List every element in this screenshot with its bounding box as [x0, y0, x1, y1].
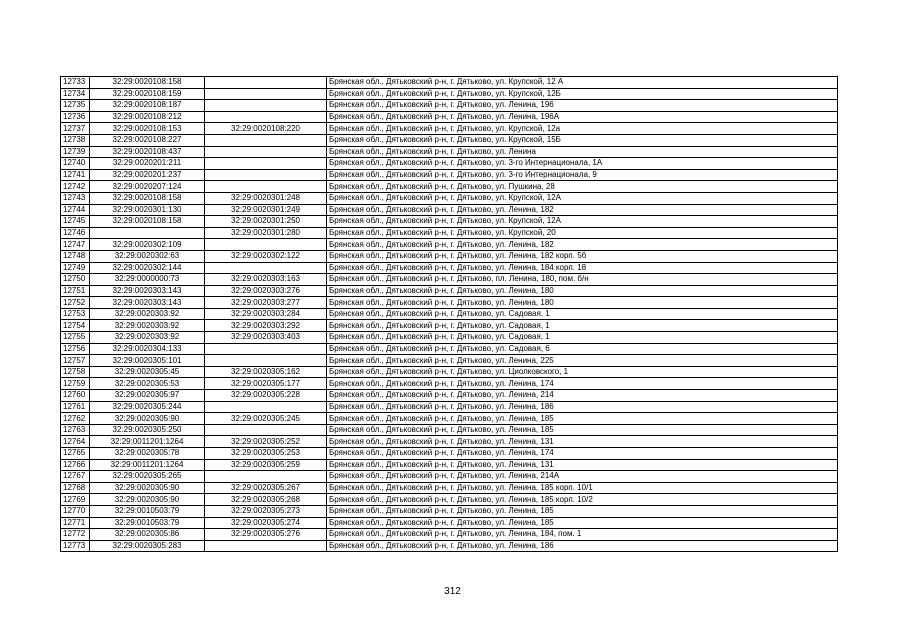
- cadastral-number-cell: 32:29:0020201:237: [90, 169, 205, 181]
- cadastral-number-cell: 32:29:0020303:143: [90, 285, 205, 297]
- cadastral-number-cell: 32:29:0020305:78: [90, 448, 205, 460]
- cadastral-number-cell: 32:29:0020201:211: [90, 158, 205, 170]
- object-cadastral-number-cell: [205, 169, 327, 181]
- object-cadastral-number-cell: 32:29:0020305:228: [205, 390, 327, 402]
- registry-table: [60, 76, 838, 552]
- object-cadastral-number-cell: 32:29:0020305:253: [205, 448, 327, 460]
- page-number: 312: [444, 586, 461, 597]
- cadastral-number-cell: 32:29:0011201:1264: [90, 436, 205, 448]
- object-cadastral-number-cell: 32:29:0020305:267: [205, 482, 327, 494]
- table-row: [61, 355, 838, 367]
- row-number-cell: 12748: [61, 250, 90, 262]
- address-cell: Брянская обл., Дятьковский р-н, г. Дятьково, ул. Ленина, 185 корп. 10/2: [327, 494, 838, 506]
- row-number-cell: 12757: [61, 355, 90, 367]
- address-cell: Брянская обл., Дятьковский р-н, г. Дятьково, ул. Ленина, 196: [327, 100, 838, 112]
- table-row: [61, 332, 838, 344]
- object-cadastral-number-cell: [205, 239, 327, 251]
- table-row: [61, 308, 838, 320]
- cadastral-number-cell: 32:29:0020108:187: [90, 100, 205, 112]
- row-number-cell: 12745: [61, 216, 90, 228]
- row-number-cell: 12762: [61, 413, 90, 425]
- cadastral-number-cell: 32:29:0020302:63: [90, 250, 205, 262]
- object-cadastral-number-cell: [205, 158, 327, 170]
- row-number-cell: 12754: [61, 320, 90, 332]
- table-row: [61, 366, 838, 378]
- address-cell: Брянская обл., Дятьковский р-н, г. Дятьково, ул. Ленина: [327, 146, 838, 158]
- address-cell: Брянская обл., Дятьковский р-н, г. Дятьково, ул. Ленина, 225: [327, 355, 838, 367]
- address-cell: Брянская обл., Дятьковский р-н, г. Дятьково, ул. 3-го Интернационала, 1А: [327, 158, 838, 170]
- table-row: [61, 401, 838, 413]
- object-cadastral-number-cell: 32:29:0020305:177: [205, 378, 327, 390]
- row-number-cell: 12744: [61, 204, 90, 216]
- row-number-cell: 12767: [61, 471, 90, 483]
- row-number-cell: 12753: [61, 308, 90, 320]
- row-number-cell: 12746: [61, 227, 90, 239]
- row-number-cell: 12749: [61, 262, 90, 274]
- address-cell: Брянская обл., Дятьковский р-н, г. Дятьково, ул. Ленина, 186: [327, 401, 838, 413]
- table-row: [61, 250, 838, 262]
- cadastral-number-cell: 32:29:0020305:283: [90, 540, 205, 552]
- object-cadastral-number-cell: [205, 262, 327, 274]
- object-cadastral-number-cell: 32:29:0020303:284: [205, 308, 327, 320]
- cadastral-number-cell: 32:29:0020108:153: [90, 123, 205, 135]
- object-cadastral-number-cell: [205, 88, 327, 100]
- row-number-cell: 12738: [61, 134, 90, 146]
- cadastral-number-cell: 32:29:0020108:227: [90, 134, 205, 146]
- cadastral-number-cell: 32:29:0020305:90: [90, 413, 205, 425]
- table-row: [61, 111, 838, 123]
- table-row: [61, 169, 838, 181]
- cadastral-number-cell: 32:29:0020305:90: [90, 494, 205, 506]
- object-cadastral-number-cell: 32:29:0020301:249: [205, 204, 327, 216]
- table-row: [61, 297, 838, 309]
- cadastral-number-cell: 32:29:0020303:92: [90, 320, 205, 332]
- address-cell: Брянская обл., Дятьковский р-н, г. Дятьково, ул. Садовая, 6: [327, 343, 838, 355]
- row-number-cell: 12770: [61, 505, 90, 517]
- table-row: [61, 343, 838, 355]
- address-cell: Брянская обл., Дятьковский р-н, г. Дятьково, ул. Ленина, 184 корп. 18: [327, 262, 838, 274]
- row-number-cell: 12769: [61, 494, 90, 506]
- object-cadastral-number-cell: 32:29:0020305:245: [205, 413, 327, 425]
- row-number-cell: 12755: [61, 332, 90, 344]
- table-row: [61, 216, 838, 228]
- address-cell: Брянская обл., Дятьковский р-н, г. Дятьково, ул. Ленина, 185: [327, 413, 838, 425]
- address-cell: Брянская обл., Дятьковский р-н, г. Дятьково, ул. Ленина, 131: [327, 436, 838, 448]
- cadastral-number-cell: 32:29:0020108:158: [90, 216, 205, 228]
- object-cadastral-number-cell: 32:29:0020305:274: [205, 517, 327, 529]
- object-cadastral-number-cell: [205, 77, 327, 89]
- row-number-cell: 12773: [61, 540, 90, 552]
- address-cell: Брянская обл., Дятьковский р-н, г. Дятьково, ул. Ленина, 180: [327, 285, 838, 297]
- cadastral-number-cell: 32:29:0020305:90: [90, 482, 205, 494]
- row-number-cell: 12751: [61, 285, 90, 297]
- address-cell: Брянская обл., Дятьковский р-н, г. Дятьково, ул. Ленина, 196А: [327, 111, 838, 123]
- address-cell: Брянская обл., Дятьковский р-н, г. Дятьково, ул. Ленина, 186: [327, 540, 838, 552]
- address-cell: Брянская обл., Дятьковский р-н, г. Дятьково, ул. Ленина, 174: [327, 448, 838, 460]
- object-cadastral-number-cell: 32:29:0020305:252: [205, 436, 327, 448]
- object-cadastral-number-cell: 32:29:0020303:403: [205, 332, 327, 344]
- row-number-cell: 12760: [61, 390, 90, 402]
- table-row: [61, 158, 838, 170]
- table-row: [61, 181, 838, 193]
- object-cadastral-number-cell: [205, 540, 327, 552]
- cadastral-number-cell: 32:29:0020305:45: [90, 366, 205, 378]
- address-cell: Брянская обл., Дятьковский р-н, г. Дятьково, ул. Садовая, 1: [327, 332, 838, 344]
- object-cadastral-number-cell: [205, 111, 327, 123]
- table-row: [61, 529, 838, 541]
- row-number-cell: 12736: [61, 111, 90, 123]
- table-row: [61, 390, 838, 402]
- row-number-cell: 12763: [61, 424, 90, 436]
- row-number-cell: 12758: [61, 366, 90, 378]
- address-cell: Брянская обл., Дятьковский р-н, г. Дятьково, ул. Крупской, 12Б: [327, 88, 838, 100]
- row-number-cell: 12737: [61, 123, 90, 135]
- object-cadastral-number-cell: 32:29:0020305:273: [205, 505, 327, 517]
- table-row: [61, 274, 838, 286]
- cadastral-number-cell: 32:29:0020108:437: [90, 146, 205, 158]
- address-cell: Брянская обл., Дятьковский р-н, г. Дятьково, пл. Ленина, 180, пом. б/н: [327, 274, 838, 286]
- object-cadastral-number-cell: 32:29:0020303:292: [205, 320, 327, 332]
- table-row: [61, 505, 838, 517]
- row-number-cell: 12735: [61, 100, 90, 112]
- table-row: [61, 285, 838, 297]
- cadastral-number-cell: 32:29:0020305:244: [90, 401, 205, 413]
- table-row: [61, 192, 838, 204]
- address-cell: Брянская обл., Дятьковский р-н, г. Дятьково, ул. Ленина, 180: [327, 297, 838, 309]
- cadastral-number-cell: 32:29:0020304:133: [90, 343, 205, 355]
- object-cadastral-number-cell: [205, 134, 327, 146]
- row-number-cell: 12734: [61, 88, 90, 100]
- object-cadastral-number-cell: 32:29:0020305:276: [205, 529, 327, 541]
- table-row: [61, 262, 838, 274]
- table-row: [61, 482, 838, 494]
- cadastral-number-cell: 32:29:0020305:86: [90, 529, 205, 541]
- table-row: [61, 517, 838, 529]
- table-row: [61, 134, 838, 146]
- row-number-cell: 12750: [61, 274, 90, 286]
- object-cadastral-number-cell: [205, 424, 327, 436]
- address-cell: Брянская обл., Дятьковский р-н, г. Дятьково, ул. Крупской, 12А: [327, 216, 838, 228]
- cadastral-number-cell: 32:29:0020305:250: [90, 424, 205, 436]
- cadastral-number-cell: 32:29:0020303:143: [90, 297, 205, 309]
- row-number-cell: 12756: [61, 343, 90, 355]
- cadastral-number-cell: 32:29:0020108:158: [90, 77, 205, 89]
- address-cell: Брянская обл., Дятьковский р-н, г. Дятьково, ул. Ленина, 185 корп. 10/1: [327, 482, 838, 494]
- cadastral-number-cell: 32:29:0020302:109: [90, 239, 205, 251]
- table-row: [61, 239, 838, 251]
- row-number-cell: 12742: [61, 181, 90, 193]
- address-cell: Брянская обл., Дятьковский р-н, г. Дятьково, ул. Крупской, 12 А: [327, 77, 838, 89]
- object-cadastral-number-cell: [205, 146, 327, 158]
- row-number-cell: 12747: [61, 239, 90, 251]
- row-number-cell: 12740: [61, 158, 90, 170]
- cadastral-number-cell: 32:29:0020303:92: [90, 332, 205, 344]
- table-row: [61, 448, 838, 460]
- address-cell: Брянская обл., Дятьковский р-н, г. Дятьково, ул. Крупской, 12а: [327, 123, 838, 135]
- object-cadastral-number-cell: [205, 181, 327, 193]
- address-cell: Брянская обл., Дятьковский р-н, г. Дятьково, ул. Циолковского, 1: [327, 366, 838, 378]
- address-cell: Брянская обл., Дятьковский р-н, г. Дятьково, ул. Ленина, 214А: [327, 471, 838, 483]
- object-cadastral-number-cell: 32:29:0020302:122: [205, 250, 327, 262]
- address-cell: Брянская обл., Дятьковский р-н, г. Дятьково, ул. Ленина, 182: [327, 239, 838, 251]
- object-cadastral-number-cell: [205, 471, 327, 483]
- table-row: [61, 540, 838, 552]
- object-cadastral-number-cell: 32:29:0020305:268: [205, 494, 327, 506]
- object-cadastral-number-cell: [205, 401, 327, 413]
- object-cadastral-number-cell: [205, 100, 327, 112]
- address-cell: Брянская обл., Дятьковский р-н, г. Дятьково, ул. Садовая, 1: [327, 308, 838, 320]
- table-row: [61, 123, 838, 135]
- cadastral-number-cell: 32:29:0020305:97: [90, 390, 205, 402]
- cadastral-number-cell: 32:29:0020302:144: [90, 262, 205, 274]
- address-cell: Брянская обл., Дятьковский р-н, г. Дятьково, ул. Ленина, 185: [327, 505, 838, 517]
- table-row: [61, 77, 838, 89]
- row-number-cell: 12759: [61, 378, 90, 390]
- object-cadastral-number-cell: 32:29:0020108:220: [205, 123, 327, 135]
- object-cadastral-number-cell: 32:29:0020303:277: [205, 297, 327, 309]
- object-cadastral-number-cell: 32:29:0020303:163: [205, 274, 327, 286]
- address-cell: Брянская обл., Дятьковский р-н, г. Дятьково, ул. Ленина, 185: [327, 517, 838, 529]
- address-cell: Брянская обл., Дятьковский р-н, г. Дятьково, ул. Крупской, 12А: [327, 192, 838, 204]
- cadastral-number-cell: 32:29:0010503:79: [90, 505, 205, 517]
- address-cell: Брянская обл., Дятьковский р-н, г. Дятьково, ул. 3-го Интернационала, 9: [327, 169, 838, 181]
- row-number-cell: 12743: [61, 192, 90, 204]
- object-cadastral-number-cell: [205, 343, 327, 355]
- cadastral-number-cell: 32:29:0020207:124: [90, 181, 205, 193]
- cadastral-number-cell: 32:29:0020303:92: [90, 308, 205, 320]
- address-cell: Брянская обл., Дятьковский р-н, г. Дятьково, ул. Ленина, 182: [327, 204, 838, 216]
- cadastral-number-cell: 32:29:0011201:1264: [90, 459, 205, 471]
- cadastral-number-cell: 32:29:0020108:158: [90, 192, 205, 204]
- table-row: [61, 436, 838, 448]
- object-cadastral-number-cell: 32:29:0020305:162: [205, 366, 327, 378]
- object-cadastral-number-cell: 32:29:0020305:259: [205, 459, 327, 471]
- cadastral-number-cell: [90, 227, 205, 239]
- table-row: [61, 204, 838, 216]
- table-row: [61, 378, 838, 390]
- address-cell: Брянская обл., Дятьковский р-н, г. Дятьково, ул. Ленина, 184, пом. 1: [327, 529, 838, 541]
- cadastral-number-cell: 32:29:0020108:159: [90, 88, 205, 100]
- object-cadastral-number-cell: [205, 355, 327, 367]
- row-number-cell: 12733: [61, 77, 90, 89]
- row-number-cell: 12741: [61, 169, 90, 181]
- address-cell: Брянская обл., Дятьковский р-н, г. Дятьково, ул. Ленина, 185: [327, 424, 838, 436]
- table-row: [61, 494, 838, 506]
- row-number-cell: 12772: [61, 529, 90, 541]
- cadastral-number-cell: 32:29:0020301:130: [90, 204, 205, 216]
- table-row: [61, 146, 838, 158]
- table-row: [61, 227, 838, 239]
- row-number-cell: 12764: [61, 436, 90, 448]
- table-row: [61, 459, 838, 471]
- cadastral-number-cell: 32:29:0020108:212: [90, 111, 205, 123]
- object-cadastral-number-cell: 32:29:0020301:248: [205, 192, 327, 204]
- cadastral-number-cell: 32:29:0020305:101: [90, 355, 205, 367]
- table-row: [61, 471, 838, 483]
- address-cell: Брянская обл., Дятьковский р-н, г. Дятьково, ул. Ленина, 131: [327, 459, 838, 471]
- object-cadastral-number-cell: 32:29:0020303:276: [205, 285, 327, 297]
- cadastral-number-cell: 32:29:0000000:73: [90, 274, 205, 286]
- row-number-cell: 12739: [61, 146, 90, 158]
- table-row: [61, 100, 838, 112]
- object-cadastral-number-cell: 32:29:0020301:280: [205, 227, 327, 239]
- row-number-cell: 12766: [61, 459, 90, 471]
- address-cell: Брянская обл., Дятьковский р-н, г. Дятьково, ул. Ленина, 214: [327, 390, 838, 402]
- registry-table-body: [61, 77, 838, 552]
- object-cadastral-number-cell: 32:29:0020301:250: [205, 216, 327, 228]
- row-number-cell: 12752: [61, 297, 90, 309]
- address-cell: Брянская обл., Дятьковский р-н, г. Дятьково, ул. Садовая, 1: [327, 320, 838, 332]
- address-cell: Брянская обл., Дятьковский р-н, г. Дятьково, ул. Крупской, 15Б: [327, 134, 838, 146]
- row-number-cell: 12765: [61, 448, 90, 460]
- address-cell: Брянская обл., Дятьковский р-н, г. Дятьково, ул. Ленина, 174: [327, 378, 838, 390]
- row-number-cell: 12771: [61, 517, 90, 529]
- address-cell: Брянская обл., Дятьковский р-н, г. Дятьково, ул. Пушкина, 28: [327, 181, 838, 193]
- address-cell: Брянская обл., Дятьковский р-н, г. Дятьково, ул. Ленина, 182 корп. 5б: [327, 250, 838, 262]
- table-row: [61, 88, 838, 100]
- cadastral-number-cell: 32:29:0020305:53: [90, 378, 205, 390]
- cadastral-number-cell: 32:29:0010503:79: [90, 517, 205, 529]
- row-number-cell: 12768: [61, 482, 90, 494]
- table-row: [61, 413, 838, 425]
- cadastral-number-cell: 32:29:0020305:265: [90, 471, 205, 483]
- address-cell: Брянская обл., Дятьковский р-н, г. Дятьково, ул. Крупской, 20: [327, 227, 838, 239]
- row-number-cell: 12761: [61, 401, 90, 413]
- table-row: [61, 424, 838, 436]
- table-row: [61, 320, 838, 332]
